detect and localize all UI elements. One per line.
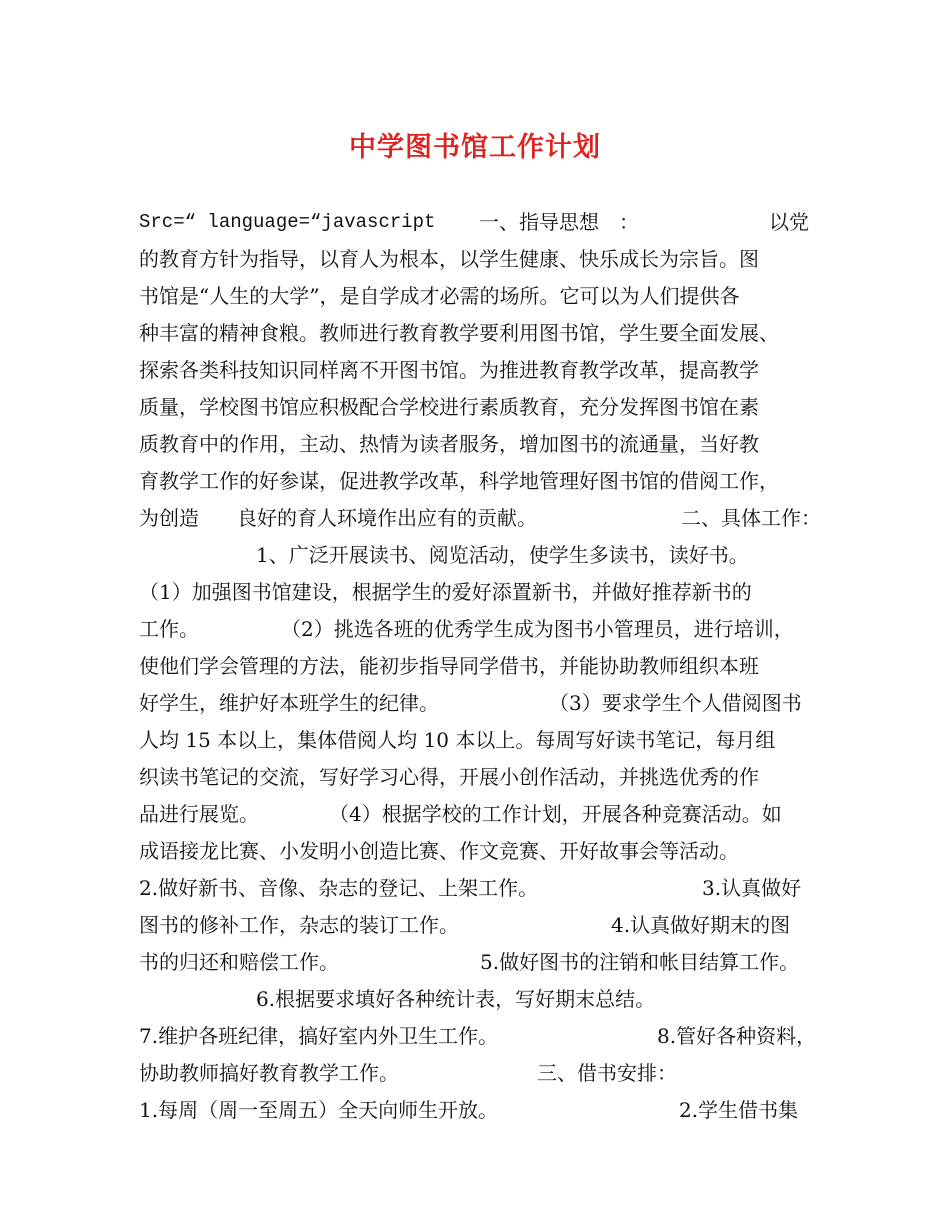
- text-segment: 种丰富的精神食粮。教师进行教育教学要利用图书馆，学生要全面发展、: [139, 321, 779, 345]
- text-line: [139, 907, 829, 944]
- document-title: 中学图书馆工作计划: [349, 132, 601, 163]
- text-line: [139, 722, 829, 759]
- text-line: [139, 648, 829, 685]
- text-line: [139, 833, 829, 870]
- text-segment: （1）加强图书馆建设，根据学生的爱好添置新书，并做好推荐新书的: [139, 580, 752, 604]
- text-segment: 1.每周（周一至周五）全天向师生开放。: [139, 1098, 499, 1122]
- text-segment: 育教学工作的好参谋，促进教学改革，科学地管理好图书馆的借阅工作，: [139, 469, 779, 493]
- section-heading: 二、具体工作：: [681, 506, 821, 530]
- document-body: [139, 204, 829, 1129]
- text-line: [139, 389, 829, 426]
- text-line: [139, 759, 829, 796]
- text-segment: 使他们学会管理的方法，能初步指导同学借书，并能协助教师组织本班: [139, 654, 759, 678]
- text-segment: 协助教师搞好教育教学工作。: [139, 1061, 399, 1085]
- text-segment: 织读书笔记的交流，写好学习心得，开展小创作活动，并挑选优秀的作: [139, 765, 759, 789]
- text-line: [139, 463, 829, 500]
- text-line: [139, 1055, 829, 1092]
- text-segment: 探索各类科技知识同样离不开图书馆。为推进教育教学改革，提高教学: [139, 358, 759, 382]
- text-line: [139, 352, 829, 389]
- text-segment: 8.管好各种资料，: [657, 1024, 817, 1048]
- text-line: [139, 574, 829, 611]
- text-segment: 5.做好图书的注销和帐目结算工作。: [480, 950, 800, 974]
- text-line: [139, 685, 829, 722]
- text-segment: 为创造: [139, 506, 199, 530]
- text-segment: 质教育中的作用，主动、热情为读者服务，增加图书的流通量，当好教: [139, 432, 759, 456]
- text-segment: 4.认真做好期末的图: [611, 913, 791, 937]
- section-heading: 三、借书安排：: [537, 1061, 677, 1085]
- text-segment: 以党: [769, 210, 809, 234]
- text-segment: 2.做好新书、音像、杂志的登记、上架工作。: [139, 876, 539, 900]
- text-line: [139, 1018, 829, 1055]
- text-segment: （3）要求学生个人借阅图书: [549, 691, 802, 715]
- text-line: [139, 537, 829, 574]
- section-heading: 一、指导思想: [479, 210, 599, 234]
- text-segment: 2.学生借书集: [679, 1098, 799, 1122]
- text-line: [139, 981, 829, 1018]
- text-line: [139, 315, 829, 352]
- text-segment: Src=“ language=“javascript: [139, 211, 436, 233]
- text-segment: 人均 15 本以上，集体借阅人均 10 本以上。每周写好读书笔记，每月组: [139, 728, 776, 752]
- text-segment: 好学生，维护好本班学生的纪律。: [139, 691, 439, 715]
- text-segment: 书馆是“人生的大学”，是自学成才必需的场所。它可以为人们提供各: [139, 284, 740, 308]
- text-segment: ：: [619, 210, 639, 234]
- text-segment: （2）挑选各班的优秀学生成为图书小管理员，进行培训，: [281, 617, 794, 641]
- text-segment: （4）根据学校的工作计划，开展各种竞赛活动。如: [329, 802, 782, 826]
- text-segment: 成语接龙比赛、小发明小创造比赛、作文竞赛、开好故事会等活动。: [139, 839, 739, 863]
- text-line: [139, 1092, 829, 1129]
- text-segment: 6.根据要求填好各种统计表，写好期末总结。: [256, 987, 656, 1011]
- text-segment: 7.维护各班纪律，搞好室内外卫生工作。: [139, 1024, 499, 1048]
- text-line: [139, 870, 829, 907]
- text-line: [139, 204, 829, 241]
- text-segment: 1、广泛开展读书、阅览活动，使学生多读书，读好书。: [256, 543, 749, 567]
- text-line: [139, 278, 829, 315]
- text-segment: 良好的育人环境作出应有的贡献。: [237, 506, 537, 530]
- text-line: [139, 426, 829, 463]
- text-line: [139, 796, 829, 833]
- text-line: [139, 944, 829, 981]
- text-segment: 质量，学校图书馆应积极配合学校进行素质教育，充分发挥图书馆在素: [139, 395, 759, 419]
- text-segment: 3.认真做好: [702, 876, 802, 900]
- text-line: [139, 241, 829, 278]
- text-segment: 书的归还和赔偿工作。: [139, 950, 339, 974]
- text-line: [139, 611, 829, 648]
- text-segment: 品进行展览。: [139, 802, 259, 826]
- text-segment: 图书的修补工作，杂志的装订工作。: [139, 913, 459, 937]
- text-segment: 的教育方针为指导，以育人为根本，以学生健康、快乐成长为宗旨。图: [139, 247, 759, 271]
- text-line: [139, 500, 829, 537]
- text-segment: 工作。: [139, 617, 199, 641]
